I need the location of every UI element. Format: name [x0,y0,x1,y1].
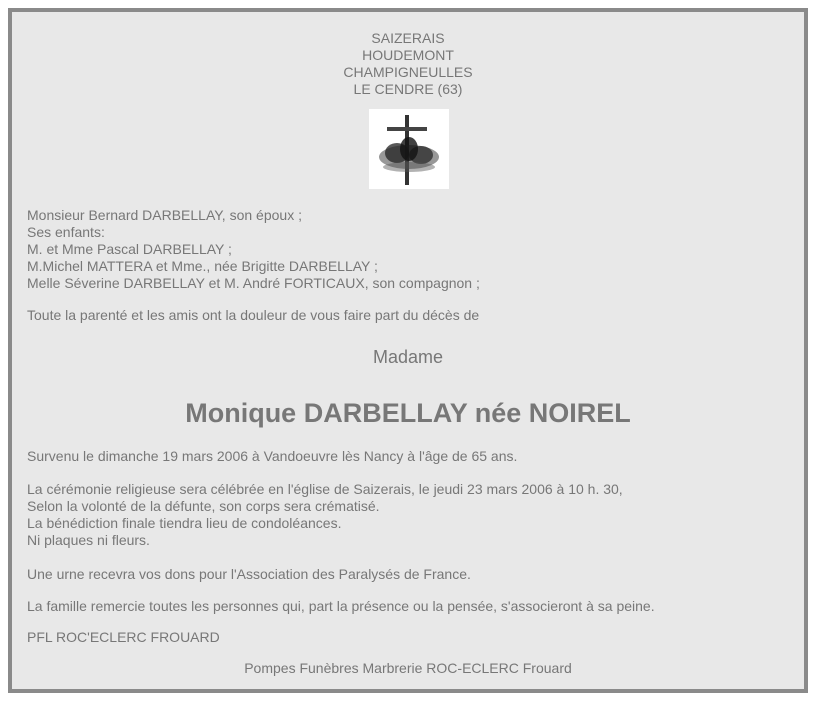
town-line: CHAMPIGNEULLES [343,64,473,80]
funeral-home-text: PFL ROC'ECLERC FROUARD [27,629,220,645]
town-line: HOUDEMONT [362,47,454,63]
footer-text: Pompes Funèbres Marbrerie ROC-ECLERC Frouard [244,660,572,676]
cross-icon [369,109,449,189]
town-line: LE CENDRE (63) [353,81,463,97]
family-line: M. et Mme Pascal DARBELLAY ; [27,241,232,257]
family-line: M.Michel MATTERA et Mme., née Brigitte DARBELLAY ; [27,258,378,274]
announcement-text: Toute la parenté et les amis ont la douleur de vous faire part du décès de [27,307,480,323]
family-line: Monsieur Bernard DARBELLAY, son époux ; [27,207,302,223]
thanks-text: La famille remercie toutes les personnes qui, part la présence ou la pensée, s'associeront à sa peine. [27,598,655,614]
family-line: Ses enfants: [27,224,105,240]
ceremony-line: Ni plaques ni fleurs. [27,532,150,548]
obituary-frame [8,8,808,693]
deceased-name: Monique DARBELLAY née NOIREL [185,398,631,428]
death-info: Survenu le dimanche 19 mars 2006 à Vandoeuvre lès Nancy à l'âge de 65 ans. [27,448,518,464]
family-line: Melle Séverine DARBELLAY et M. André FORTICAUX, son compagnon ; [27,275,480,291]
ceremony-line: La bénédiction finale tiendra lieu de condoléances. [27,515,342,531]
title-text: Madame [372,347,444,367]
town-line: SAIZERAIS [371,30,445,46]
ceremony-line: Selon la volonté de la défunte, son corps sera crématisé. [27,498,380,514]
donation-text: Une urne recevra vos dons pour l'Association des Paralysés de France. [27,566,471,582]
ceremony-line: La cérémonie religieuse sera célébrée en l'église de Saizerais, le jeudi 23 mars 2006 à 10 h. 30, [27,481,623,497]
cross-image [369,109,449,189]
